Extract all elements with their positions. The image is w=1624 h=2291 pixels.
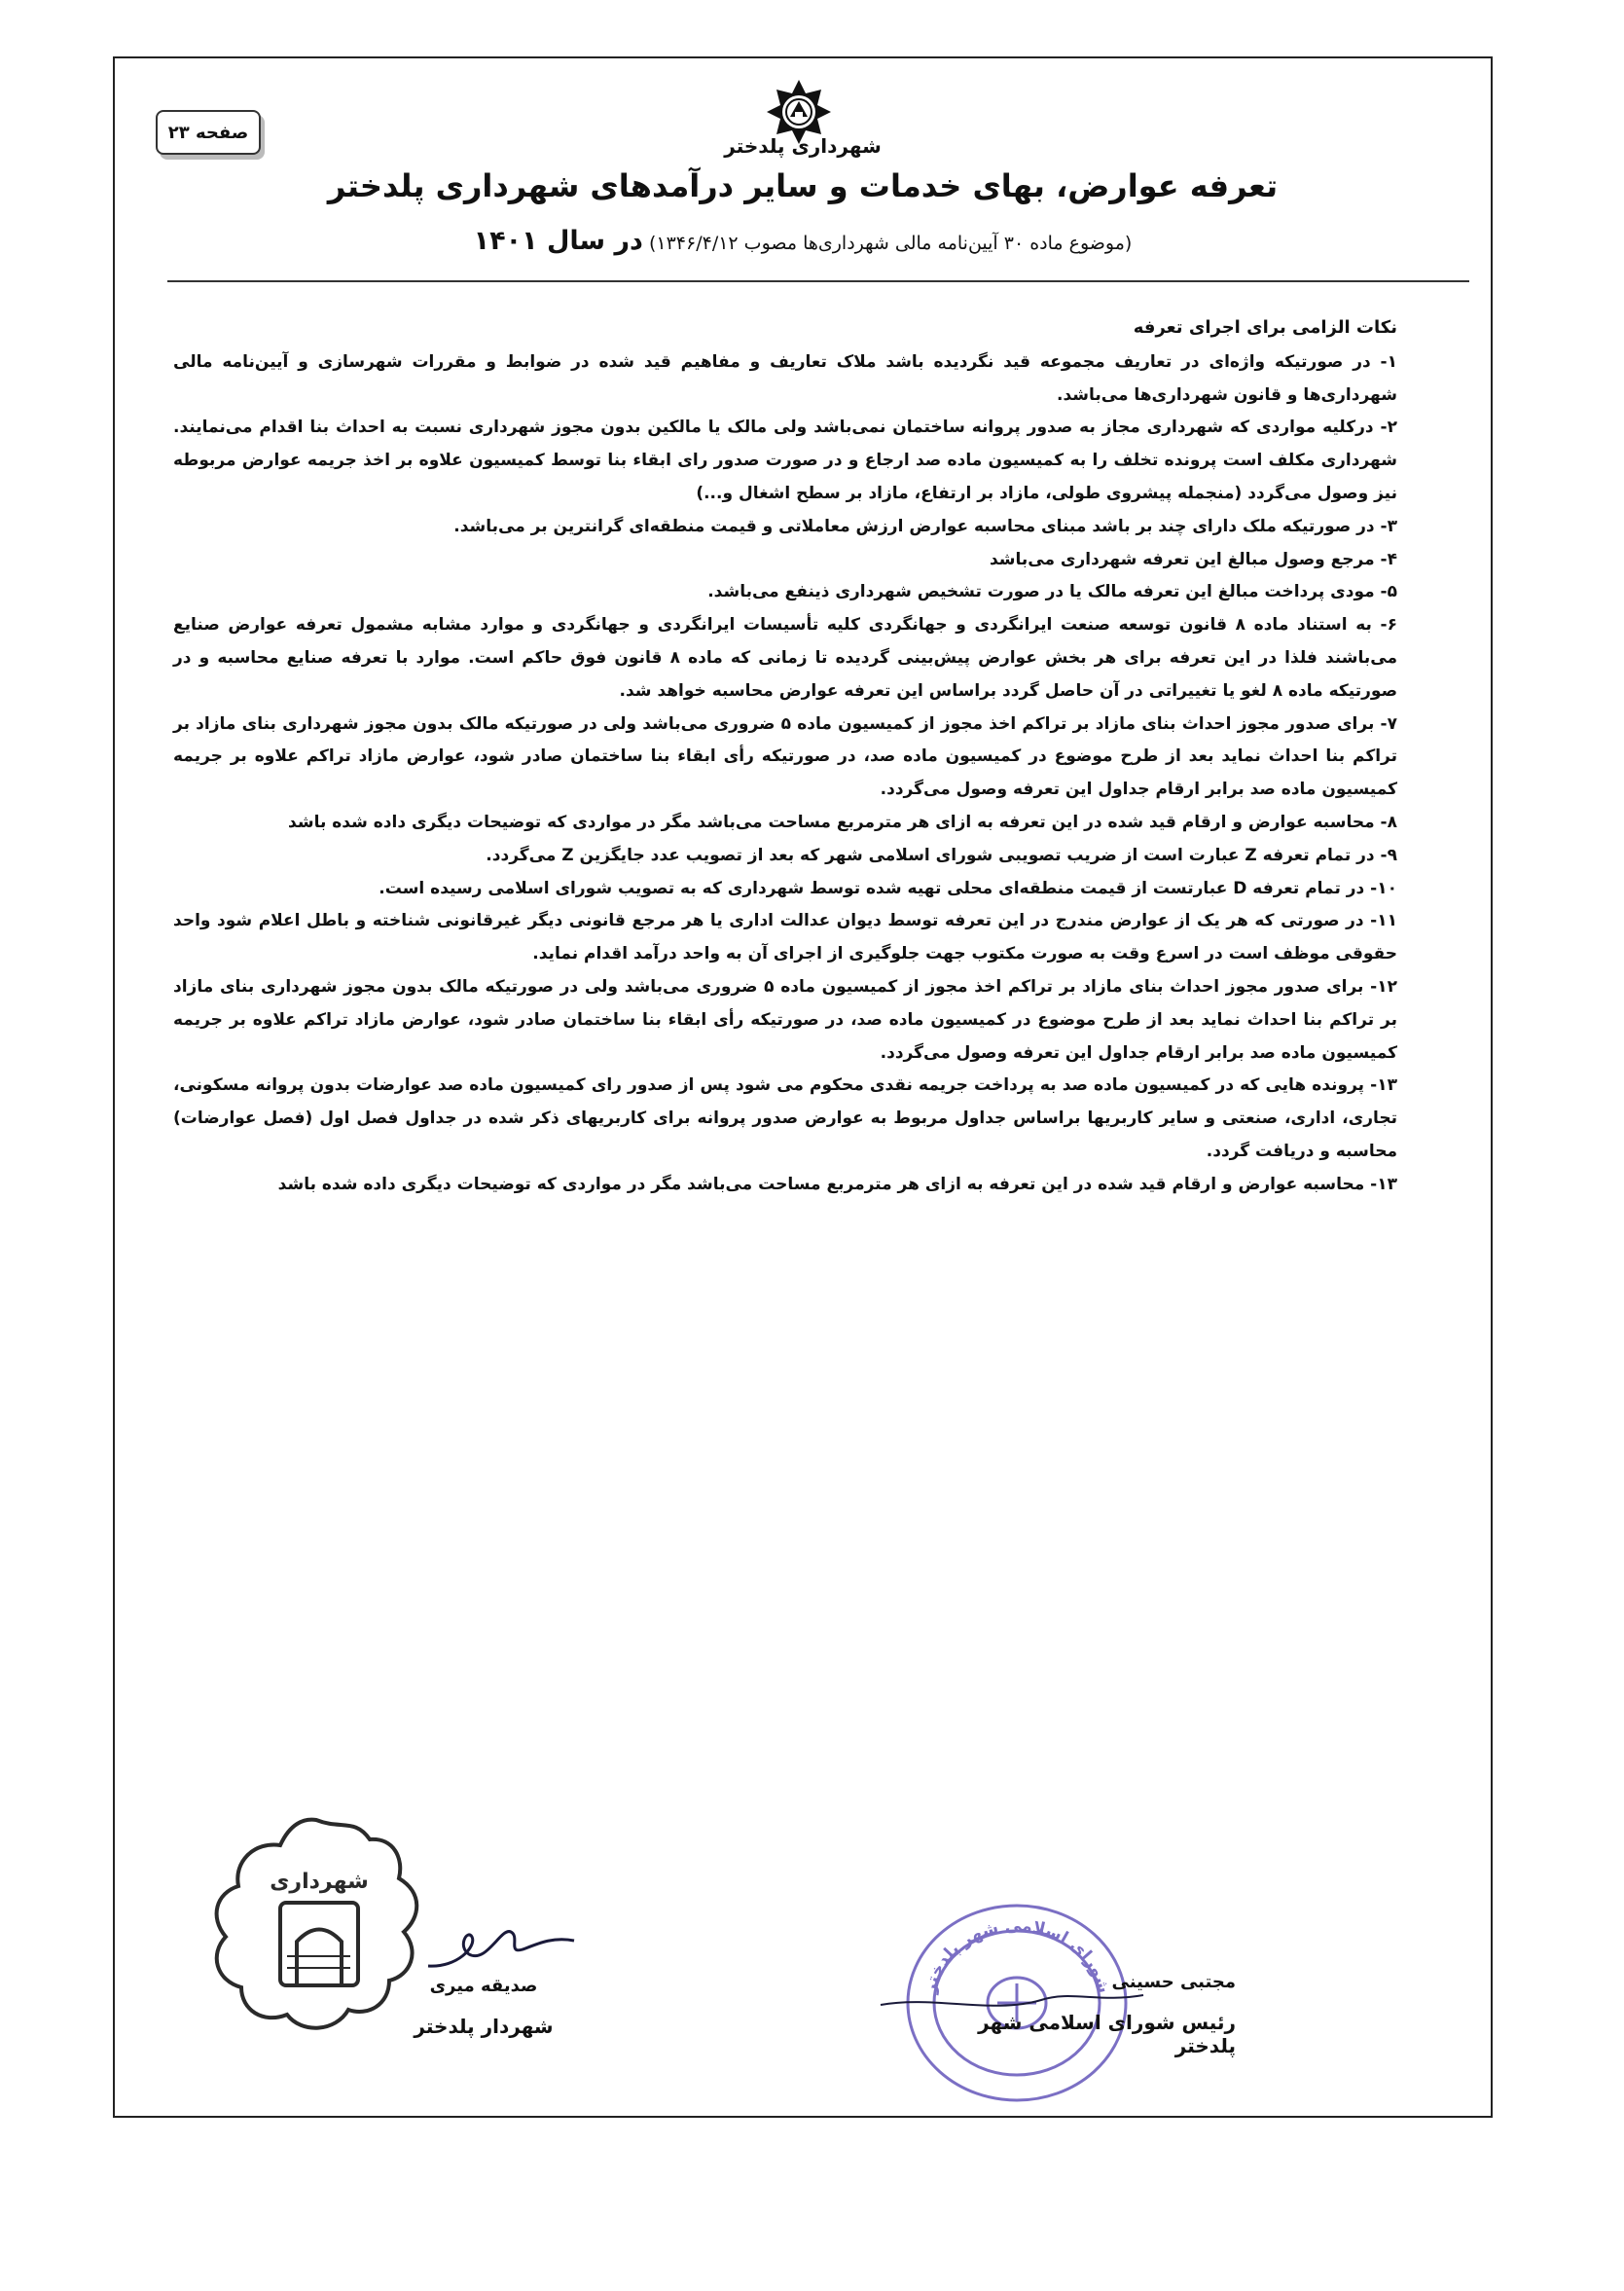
seal-left-text: شهرداری bbox=[270, 1870, 369, 1894]
subtitle-reference: (موضوع ماده ۳۰ آیین‌نامه مالی شهرداری‌ها مصوب ۱۳۴۶/۴/۱۲) bbox=[648, 233, 1133, 254]
rule-item: ۷- برای صدور مجوز احداث بنای مازاد بر تراکم اخذ مجوز از کمیسیون ماده ۵ ضروری می‌باشد ولی در صورتیکه مالک بدون مجوز شهرداری بنای مازاد بر تراکم بنا احداث نماید بعد از طرح موضوع در کمیسیون ماده صد، در صورتیکه رأی ابقاء بنا ساختمان صادر شود، عوارض مازاد تراکم علاوه بر جریمه کمیسیون ماده صد برابر ارقام جداول این تعرفه وصول می‌گردد. bbox=[173, 713, 1397, 800]
rule-item: ۶- به استناد ماده ۸ قانون توسعه صنعت ایرانگردی و جهانگردی کلیه تأسیسات ایرانگردی و جهانگردی و موارد مشابه مشمول تعرفه عوارض صنایع می‌باشند فلذا در این تعرفه برای هر بخش عوارض پیش‌بینی گردیده تا زمانی که ماده ۸ قانون فوق حاکم است. موارد با تعرفه صنایع محاسبه و در صورتیکه ماده ۸ لغو یا تغییراتی در آن حاصل گردد براساس این تعرفه عوارض محاسبه خواهد شد. bbox=[173, 615, 1397, 701]
page-number-label: صفحه ۲۳ bbox=[156, 110, 261, 155]
rule-item: ۱۳- محاسبه عوارض و ارقام قید شده در این تعرفه به ازای هر مترمربع مساحت می‌باشد مگر در مواردی که توضیحات دیگری داده شده باشد bbox=[277, 1174, 1397, 1194]
rule-item: ۱۳- پرونده هایی که در کمیسیون ماده صد به پرداخت جریمه نقدی محکوم می شود پس از صدور رای کمیسیون ماده صد عوارضات بدون پروانه مسکونی، تجاری، اداری، صنعتی و سایر کاربریها براساس جداول مربوط به عوارض صدور پروانه برای کاربریهای ذکر شده در جداول فصل اول (فصل عوارضات) محاسبه و دریافت گردد. bbox=[173, 1075, 1397, 1161]
council-head-title: رئیس شورای اسلامی شهر پلدختر bbox=[978, 2011, 1236, 2057]
rule-item: ۴- مرجع وصول مبالغ این تعرفه شهرداری می‌باشد bbox=[989, 549, 1397, 569]
rule-item: ۱۰- در تمام تعرفه D عبارتست از قیمت منطقه‌ای محلی تهیه شده توسط شهرداری که به تصویب شورای اسلامی رسیده است. bbox=[379, 878, 1397, 898]
section-heading: نکات الزامی برای اجرای تعرفه bbox=[1133, 317, 1397, 338]
seal-right-text: شورای اسلامی شهر پلدختر bbox=[920, 1915, 1114, 1996]
header-divider bbox=[167, 280, 1469, 282]
municipality-seal-icon bbox=[195, 1810, 438, 2044]
mayor-signature-icon bbox=[418, 1908, 584, 1985]
rule-item: ۱- در صورتیکه واژه‌ای در تعاریف مجموعه قید نگردیده باشد ملاک تعاریف و مفاهیم قید شده در ضوابط و مقررات شهرسازی و آیین‌نامه مالی شهرداری‌ها و قانون شهرداری‌ها می‌باشد. bbox=[173, 351, 1397, 405]
rule-item: ۲- درکلیه مواردی که شهرداری مجاز به صدور پروانه ساختمان نمی‌باشد ولی مالک یا مالکین بدون مجوز شهرداری نسبت به احداث بنا اقدام می‌نمایند. شهرداری مکلف است پرونده تخلف را به کمیسیون ماده صد ارجاع و در صورت صدور رای ابقاء بنا توسط کمیسیون علاوه بر اخذ جریمه عوارض مربوطه نیز وصول می‌گردد (منجمله پیشروی طولی، مازاد بر ارتفاع، مازاد بر سطح اشغال و...) bbox=[173, 418, 1397, 503]
document-body bbox=[173, 311, 1397, 1202]
mayor-title: شهردار پلدختر bbox=[414, 2015, 554, 2038]
mayor-name: صدیقه میری bbox=[429, 1976, 538, 1996]
page-subtitle bbox=[292, 226, 1314, 256]
subtitle-year: در سال ۱۴۰۱ bbox=[473, 226, 643, 256]
rule-item: ۸- محاسبه عوارض و ارقام قید شده در این تعرفه به ازای هر مترمربع مساحت می‌باشد مگر در مواردی که توضیحات دیگری داده شده باشد bbox=[288, 812, 1397, 832]
org-name: شهرداری پلدختر bbox=[724, 134, 882, 158]
rule-item: ۹- در تمام تعرفه Z عبارت است از ضریب تصویبی شورای اسلامی شهر که بعد از تصویب عدد جایگزین Z می‌گردد. bbox=[486, 845, 1397, 865]
rule-item: ۱۲- برای صدور مجوز احداث بنای مازاد بر تراکم اخذ مجوز از کمیسیون ماده ۵ ضروری می‌باشد ولی در صورتیکه مالک بدون مجوز شهرداری بنای مازاد بر تراکم بنا احداث نماید بعد از طرح موضوع در کمیسیون ماده صد، در صورتیکه رأی ابقاء بنا ساختمان صادر شود، عوارض مازاد تراکم علاوه بر جریمه کمیسیون ماده صد برابر ارقام جداول این تعرفه وصول می‌گردد. bbox=[173, 976, 1397, 1063]
rule-item: ۱۱- در صورتی که هر یک از عوارض مندرج در این تعرفه توسط دیوان عدالت اداری یا هر مرجع قانونی دیگر غیرقانونی شناخته و باطل اعلام شود واحد حقوقی موظف است در اسرع وقت به صورت مکتوب جهت جلوگیری از اجرای آن به واحد درآمد اقدام نماید. bbox=[173, 911, 1397, 964]
rule-item: ۳- در صورتیکه ملک دارای چند بر باشد مبنای محاسبه عوارض ارزش معاملاتی و قیمت منطقه‌ای گرانترین بر می‌باشد. bbox=[453, 516, 1397, 536]
council-head-name: مجتبی حسینی bbox=[1111, 1972, 1236, 1992]
page-title: تعرفه عوارض، بهای خدمات و سایر درآمدهای شهرداری پلدختر bbox=[327, 167, 1279, 204]
rule-item: ۵- مودی پرداخت مبالغ این تعرفه مالک یا در صورت تشخیص شهرداری ذینفع می‌باشد. bbox=[707, 582, 1397, 602]
